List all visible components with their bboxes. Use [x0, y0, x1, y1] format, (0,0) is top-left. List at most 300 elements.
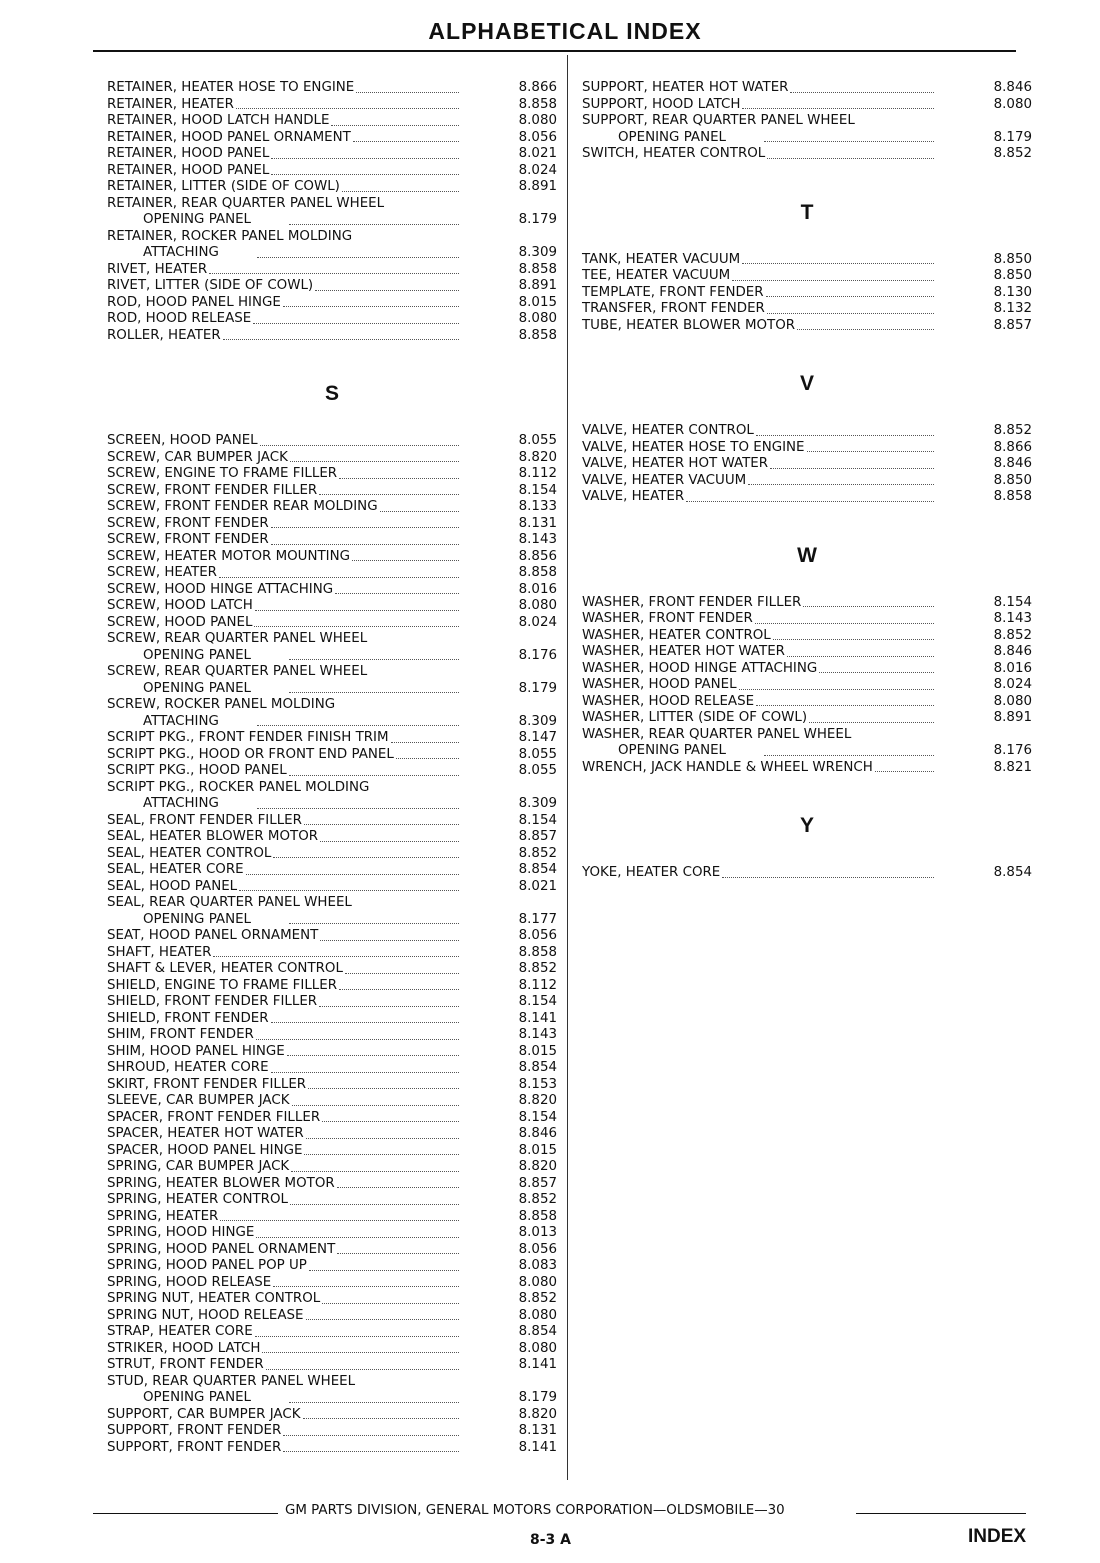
entry-page-ref: 8.015 — [518, 1043, 557, 1059]
index-entry — [582, 743, 1032, 760]
leader-dots — [322, 1303, 459, 1304]
index-entry — [582, 252, 1032, 269]
leader-dots — [766, 296, 934, 297]
leader-dots — [339, 989, 459, 990]
entry-page-ref: 8.820 — [518, 1093, 557, 1108]
entry-page-ref: 8.147 — [518, 730, 557, 745]
entry-page-ref: 8.820 — [518, 449, 557, 465]
index-entry — [107, 1341, 557, 1358]
leader-dots — [306, 1319, 459, 1320]
entry-name: SCREW, FRONT FENDER — [107, 532, 269, 547]
entry-page-ref: 8.055 — [518, 763, 557, 778]
section-letter-v: V — [799, 372, 814, 395]
entry-name: SCREW, HOOD LATCH — [107, 598, 253, 613]
entry-page-ref: 8.130 — [993, 284, 1032, 300]
index-entry — [107, 747, 557, 764]
entry-page-ref: 8.857 — [518, 1175, 557, 1191]
leader-dots — [256, 1237, 459, 1238]
entry-name: SPRING, HOOD PANEL POP UP — [107, 1258, 307, 1273]
index-entry — [107, 1357, 557, 1374]
entry-page-ref: 8.176 — [518, 647, 557, 663]
leader-dots — [273, 857, 459, 858]
entry-page-ref: 8.846 — [993, 644, 1032, 659]
entry-page-ref: 8.112 — [518, 466, 557, 481]
leader-dots — [803, 606, 934, 607]
entry-page-ref: 8.080 — [518, 113, 557, 128]
leader-dots — [271, 527, 459, 528]
entry-name: SEAL, REAR QUARTER PANEL WHEEL — [107, 895, 352, 910]
index-entry — [107, 565, 557, 582]
index-entry — [107, 466, 557, 483]
entry-page-ref: 8.856 — [518, 548, 557, 564]
entry-name: WASHER, HOOD RELEASE — [582, 693, 755, 709]
entry-page-ref: 8.891 — [993, 710, 1032, 725]
entry-name: WASHER, FRONT FENDER FILLER — [582, 594, 802, 610]
entry-name: SPRING, HEATER — [107, 1208, 219, 1224]
entry-name: ROLLER, HEATER — [107, 327, 221, 343]
entry-page-ref: 8.309 — [518, 796, 557, 811]
entry-page-ref: 8.154 — [518, 994, 557, 1009]
entry-page-ref: 8.176 — [993, 743, 1032, 758]
leader-dots — [396, 758, 459, 759]
entry-page-ref: 8.846 — [993, 80, 1032, 95]
entry-page-ref: 8.133 — [518, 499, 557, 514]
index-entry — [107, 895, 557, 912]
index-entry — [107, 648, 557, 665]
entry-page-ref: 8.309 — [518, 713, 557, 729]
entry-name: SPACER, HEATER HOT WATER — [107, 1126, 304, 1141]
index-entry — [107, 179, 557, 196]
entry-page-ref: 8.021 — [518, 878, 557, 894]
index-entry — [107, 582, 557, 599]
leader-dots — [337, 1253, 459, 1254]
index-entry — [107, 1027, 557, 1044]
entry-name: VALVE, HEATER HOT WATER — [582, 456, 769, 471]
entry-name: SCREW, REAR QUARTER PANEL WHEEL — [107, 664, 368, 679]
leader-dots — [209, 273, 459, 274]
entry-name: SWITCH, HEATER CONTROL — [582, 146, 766, 161]
index-entry — [582, 865, 1032, 882]
index-entry — [107, 1060, 557, 1077]
leader-dots — [748, 484, 934, 485]
leader-dots — [271, 158, 459, 159]
index-entry — [107, 1176, 557, 1193]
index-entry — [107, 1324, 557, 1341]
index-entry — [582, 694, 1032, 711]
entry-name: SCREEN, HOOD PANEL — [107, 433, 258, 448]
leader-dots — [356, 92, 459, 93]
leader-dots — [809, 722, 934, 723]
leader-dots — [319, 494, 459, 495]
entry-name: ATTACHING — [143, 796, 219, 811]
index-entry — [107, 130, 557, 147]
leader-dots — [254, 626, 459, 627]
index-entry — [107, 879, 557, 896]
index-entry — [107, 97, 557, 114]
index-entry — [107, 549, 557, 566]
entry-name: SLEEVE, CAR BUMPER JACK — [107, 1093, 290, 1108]
index-entry — [107, 450, 557, 467]
entry-name: WASHER, REAR QUARTER PANEL WHEEL — [582, 726, 852, 742]
index-entry — [107, 1159, 557, 1176]
index-entry — [107, 295, 557, 312]
entry-page-ref: 8.857 — [993, 317, 1032, 333]
entry-name: TEMPLATE, FRONT FENDER — [582, 284, 764, 300]
entry-name: SEAL, HEATER BLOWER MOTOR — [107, 829, 319, 844]
leader-dots — [289, 775, 459, 776]
leader-dots — [273, 1286, 459, 1287]
index-entry — [107, 1093, 557, 1110]
index-entry — [582, 97, 1032, 114]
index-entry — [107, 631, 557, 648]
leader-dots — [308, 1088, 459, 1089]
index-entry — [107, 763, 557, 780]
entry-name: SPRING, CAR BUMPER JACK — [107, 1159, 290, 1174]
leader-dots — [283, 306, 459, 307]
entry-page-ref: 8.154 — [518, 1109, 557, 1125]
index-entry — [107, 229, 557, 246]
leader-dots — [770, 468, 934, 469]
index-entry — [582, 301, 1032, 318]
leader-dots — [790, 92, 934, 93]
index-entry — [582, 456, 1032, 473]
index-entry — [107, 163, 557, 180]
leader-dots — [764, 755, 934, 756]
entry-page-ref: 8.013 — [518, 1225, 557, 1240]
section-letter-t: T — [800, 200, 814, 224]
footer-rule-left — [93, 1513, 278, 1514]
entry-page-ref: 8.080 — [993, 693, 1032, 709]
entry-page-ref: 8.154 — [518, 812, 557, 828]
index-entry — [582, 473, 1032, 490]
index-entry — [582, 80, 1032, 97]
index-entry — [107, 664, 557, 681]
entry-page-ref: 8.132 — [993, 301, 1032, 316]
page-title: ALPHABETICAL INDEX — [428, 18, 702, 44]
leader-dots — [304, 824, 459, 825]
entry-name: OPENING PANEL — [143, 1390, 252, 1405]
leader-dots — [315, 290, 459, 291]
entry-name: SCRIPT PKG., HOOD OR FRONT END PANEL — [107, 746, 394, 762]
entry-name: SPRING NUT, HEATER CONTROL — [107, 1291, 321, 1306]
leader-dots — [320, 841, 459, 842]
entry-name: TUBE, HEATER BLOWER MOTOR — [582, 317, 796, 333]
entry-name: RETAINER, HEATER HOSE TO ENGINE — [107, 80, 355, 95]
leader-dots — [353, 141, 459, 142]
entry-name: WASHER, HOOD HINGE ATTACHING — [582, 660, 818, 676]
leader-dots — [255, 1336, 459, 1337]
index-entry — [107, 80, 557, 97]
entry-page-ref: 8.850 — [993, 251, 1032, 267]
leader-dots — [253, 323, 459, 324]
index-entry — [107, 328, 557, 345]
leader-dots — [290, 1204, 459, 1205]
entry-name: RETAINER, HOOD LATCH HANDLE — [107, 113, 330, 128]
title-rule — [93, 50, 1016, 52]
leader-dots — [266, 1369, 459, 1370]
index-entry — [107, 846, 557, 863]
entry-page-ref: 8.820 — [518, 1159, 557, 1174]
index-entry — [107, 945, 557, 962]
entry-name: SEAL, FRONT FENDER FILLER — [107, 812, 302, 828]
entry-name: SCRIPT PKG., HOOD PANEL — [107, 763, 287, 778]
entry-name: SUPPORT, HEATER HOT WATER — [582, 80, 789, 95]
index-entry — [107, 1225, 557, 1242]
index-entry — [107, 681, 557, 698]
entry-page-ref: 8.852 — [518, 961, 557, 976]
entry-page-ref: 8.016 — [518, 581, 557, 597]
index-entry — [107, 433, 557, 450]
index-entry — [107, 1077, 557, 1094]
entry-name: SUPPORT, CAR BUMPER JACK — [107, 1406, 301, 1422]
leader-dots — [303, 1418, 459, 1419]
entry-page-ref: 8.852 — [993, 627, 1032, 643]
footer-publisher: GM PARTS DIVISION, GENERAL MOTORS CORPORATION—OLDSMOBILE—30 — [285, 1503, 785, 1518]
leader-dots — [239, 890, 459, 891]
index-entry — [107, 615, 557, 632]
entry-name: SCREW, HOOD HINGE ATTACHING — [107, 581, 334, 597]
entry-page-ref: 8.858 — [993, 489, 1032, 504]
leader-dots — [686, 501, 934, 502]
leader-dots — [289, 1402, 459, 1403]
entry-page-ref: 8.852 — [518, 1291, 557, 1306]
leader-dots — [722, 877, 934, 878]
index-entry — [582, 628, 1032, 645]
leader-dots — [767, 313, 934, 314]
leader-dots — [289, 224, 459, 225]
leader-dots — [219, 577, 459, 578]
leader-dots — [732, 280, 934, 281]
entry-name: RETAINER, REAR QUARTER PANEL WHEEL — [107, 195, 385, 211]
index-entry — [107, 994, 557, 1011]
index-entry — [582, 113, 1032, 130]
index-entry — [582, 760, 1032, 777]
entry-name: SPRING, HEATER CONTROL — [107, 1192, 288, 1207]
leader-dots — [773, 639, 934, 640]
leader-dots — [257, 257, 459, 258]
index-entry — [107, 1011, 557, 1028]
entry-name: ATTACHING — [143, 245, 219, 260]
leader-dots — [342, 191, 459, 192]
leader-dots — [787, 656, 934, 657]
entry-name: VALVE, HEATER VACUUM — [582, 472, 747, 488]
entry-page-ref: 8.852 — [518, 845, 557, 861]
index-entry — [582, 318, 1032, 335]
entry-name: VALVE, HEATER CONTROL — [582, 423, 754, 438]
entry-page-ref: 8.143 — [518, 532, 557, 547]
index-entry — [107, 1291, 557, 1308]
entry-name: RETAINER, HOOD PANEL — [107, 162, 270, 178]
index-entry — [107, 1275, 557, 1292]
entry-name: STRAP, HEATER CORE — [107, 1324, 253, 1339]
entry-name: SEAL, HEATER CORE — [107, 862, 244, 877]
entry-name: WASHER, LITTER (SIDE OF COWL) — [582, 710, 808, 725]
entry-name: SCREW, FRONT FENDER — [107, 515, 269, 531]
index-entry — [107, 1192, 557, 1209]
leader-dots — [289, 692, 459, 693]
leader-dots — [290, 461, 459, 462]
entry-page-ref: 8.141 — [518, 1357, 557, 1372]
entry-name: WASHER, HEATER CONTROL — [582, 627, 771, 643]
leader-dots — [380, 511, 459, 512]
entry-page-ref: 8.858 — [518, 565, 557, 580]
entry-name: SCREW, CAR BUMPER JACK — [107, 449, 288, 465]
entry-page-ref: 8.021 — [518, 146, 557, 161]
index-entry — [107, 262, 557, 279]
entry-name: WASHER, HEATER HOT WATER — [582, 644, 785, 659]
entry-name: WASHER, FRONT FENDER — [582, 611, 753, 626]
index-entry — [107, 113, 557, 130]
entry-name: RETAINER, LITTER (SIDE OF COWL) — [107, 179, 340, 194]
entry-page-ref: 8.179 — [993, 129, 1032, 145]
entry-page-ref: 8.850 — [993, 268, 1032, 283]
column-divider — [567, 55, 568, 1480]
entry-page-ref: 8.866 — [518, 80, 557, 95]
entry-name: VALVE, HEATER — [582, 489, 685, 504]
entry-page-ref: 8.080 — [518, 598, 557, 613]
entry-page-ref: 8.080 — [518, 311, 557, 326]
leader-dots — [764, 141, 934, 142]
entry-name: SEAL, HOOD PANEL — [107, 878, 238, 894]
entry-name: STRIKER, HOOD LATCH — [107, 1340, 261, 1356]
entry-page-ref: 8.016 — [993, 660, 1032, 676]
leader-dots — [291, 1171, 459, 1172]
leader-dots — [319, 1006, 459, 1007]
footer-rule-right — [856, 1513, 1026, 1514]
entry-page-ref: 8.820 — [518, 1406, 557, 1422]
index-entry — [582, 268, 1032, 285]
entry-name: SCREW, FRONT FENDER FILLER — [107, 482, 318, 498]
entry-page-ref: 8.846 — [518, 1126, 557, 1141]
leader-dots — [819, 672, 934, 673]
leader-dots — [256, 1039, 459, 1040]
entry-page-ref: 8.852 — [993, 423, 1032, 438]
entry-name: SPRING, HOOD PANEL ORNAMENT — [107, 1241, 336, 1257]
entry-name: SCREW, HEATER MOTOR MOUNTING — [107, 548, 351, 564]
leader-dots — [287, 1055, 459, 1056]
index-entry — [107, 1110, 557, 1127]
entry-name: SCREW, HEATER — [107, 565, 217, 580]
entry-page-ref: 8.056 — [518, 1241, 557, 1257]
entry-page-ref: 8.852 — [518, 1192, 557, 1207]
index-entry — [107, 483, 557, 500]
index-entry — [107, 1407, 557, 1424]
index-entry — [107, 245, 557, 262]
entry-page-ref: 8.080 — [518, 1307, 557, 1323]
entry-name: RIVET, LITTER (SIDE OF COWL) — [107, 278, 314, 293]
entry-page-ref: 8.846 — [993, 456, 1032, 471]
index-entry — [582, 661, 1032, 678]
entry-page-ref: 8.858 — [518, 327, 557, 343]
section-letter-w: W — [797, 543, 817, 567]
entry-name: OPENING PANEL — [143, 647, 252, 663]
leader-dots — [875, 771, 934, 772]
leader-dots — [345, 973, 459, 974]
entry-name: SPRING NUT, HOOD RELEASE — [107, 1307, 304, 1323]
entry-page-ref: 8.024 — [518, 162, 557, 178]
entry-page-ref: 8.080 — [518, 1274, 557, 1290]
index-entry — [582, 644, 1032, 661]
index-entry — [107, 1308, 557, 1325]
index-entry — [107, 862, 557, 879]
leader-dots — [339, 478, 459, 479]
entry-page-ref: 8.154 — [518, 482, 557, 498]
entry-name: OPENING PANEL — [618, 743, 727, 758]
entry-name: SKIRT, FRONT FENDER FILLER — [107, 1076, 307, 1092]
entry-page-ref: 8.080 — [993, 96, 1032, 112]
index-entry — [582, 285, 1032, 302]
leader-dots — [236, 108, 459, 109]
entry-page-ref: 8.177 — [518, 911, 557, 927]
entry-page-ref: 8.080 — [518, 1340, 557, 1356]
leader-dots — [257, 808, 459, 809]
index-entry — [107, 829, 557, 846]
entry-name: RETAINER, HEATER — [107, 96, 234, 112]
entry-page-ref: 8.179 — [518, 1390, 557, 1405]
entry-name: STRUT, FRONT FENDER — [107, 1357, 264, 1372]
entry-name: SPACER, HOOD PANEL HINGE — [107, 1142, 303, 1158]
entry-page-ref: 8.153 — [518, 1076, 557, 1092]
leader-dots — [271, 1072, 459, 1073]
index-entry — [107, 912, 557, 929]
section-letter-y: Y — [799, 814, 814, 837]
leader-dots — [262, 1352, 459, 1353]
index-entry — [582, 440, 1032, 457]
leader-dots — [255, 610, 459, 611]
entry-name: ROD, HOOD PANEL HINGE — [107, 294, 281, 310]
entry-name: SCREW, REAR QUARTER PANEL WHEEL — [107, 631, 368, 646]
leader-dots — [289, 923, 459, 924]
entry-page-ref: 8.015 — [518, 1142, 557, 1158]
entry-page-ref: 8.112 — [518, 977, 557, 993]
entry-name: WRENCH, JACK HANDLE & WHEEL WRENCH — [582, 759, 873, 775]
page-number: 8-3 A — [530, 1532, 572, 1548]
entry-name: SHIELD, FRONT FENDER — [107, 1010, 269, 1026]
leader-dots — [246, 874, 459, 875]
leader-dots — [271, 174, 459, 175]
entry-page-ref: 8.854 — [518, 1060, 557, 1075]
entry-page-ref: 8.083 — [518, 1258, 557, 1273]
leader-dots — [391, 742, 459, 743]
entry-page-ref: 8.179 — [518, 212, 557, 227]
entry-page-ref: 8.854 — [518, 1324, 557, 1339]
entry-page-ref: 8.891 — [518, 278, 557, 293]
leader-dots — [271, 1022, 459, 1023]
leader-dots — [283, 1435, 459, 1436]
leader-dots — [742, 108, 934, 109]
entry-name: VALVE, HEATER HOSE TO ENGINE — [582, 439, 805, 455]
index-entry — [107, 730, 557, 747]
index-entry — [107, 598, 557, 615]
entry-page-ref: 8.143 — [518, 1027, 557, 1042]
entry-name: SHROUD, HEATER CORE — [107, 1060, 269, 1075]
entry-name: RIVET, HEATER — [107, 261, 208, 277]
entry-name: SCREW, HOOD PANEL — [107, 614, 253, 630]
entry-name: SEAL, HEATER CONTROL — [107, 845, 272, 861]
entry-page-ref: 8.179 — [518, 680, 557, 696]
entry-page-ref: 8.055 — [518, 433, 557, 448]
entry-page-ref: 8.854 — [518, 862, 557, 877]
entry-name: OPENING PANEL — [143, 212, 252, 227]
entry-page-ref: 8.309 — [518, 245, 557, 260]
leader-dots — [306, 1138, 459, 1139]
index-entry — [107, 196, 557, 213]
index-entry — [582, 710, 1032, 727]
index-entry — [107, 1440, 557, 1457]
entry-name: RETAINER, ROCKER PANEL MOLDING — [107, 228, 353, 244]
entry-name: TANK, HEATER VACUUM — [582, 251, 741, 267]
entry-name: WASHER, HOOD PANEL — [582, 677, 737, 692]
